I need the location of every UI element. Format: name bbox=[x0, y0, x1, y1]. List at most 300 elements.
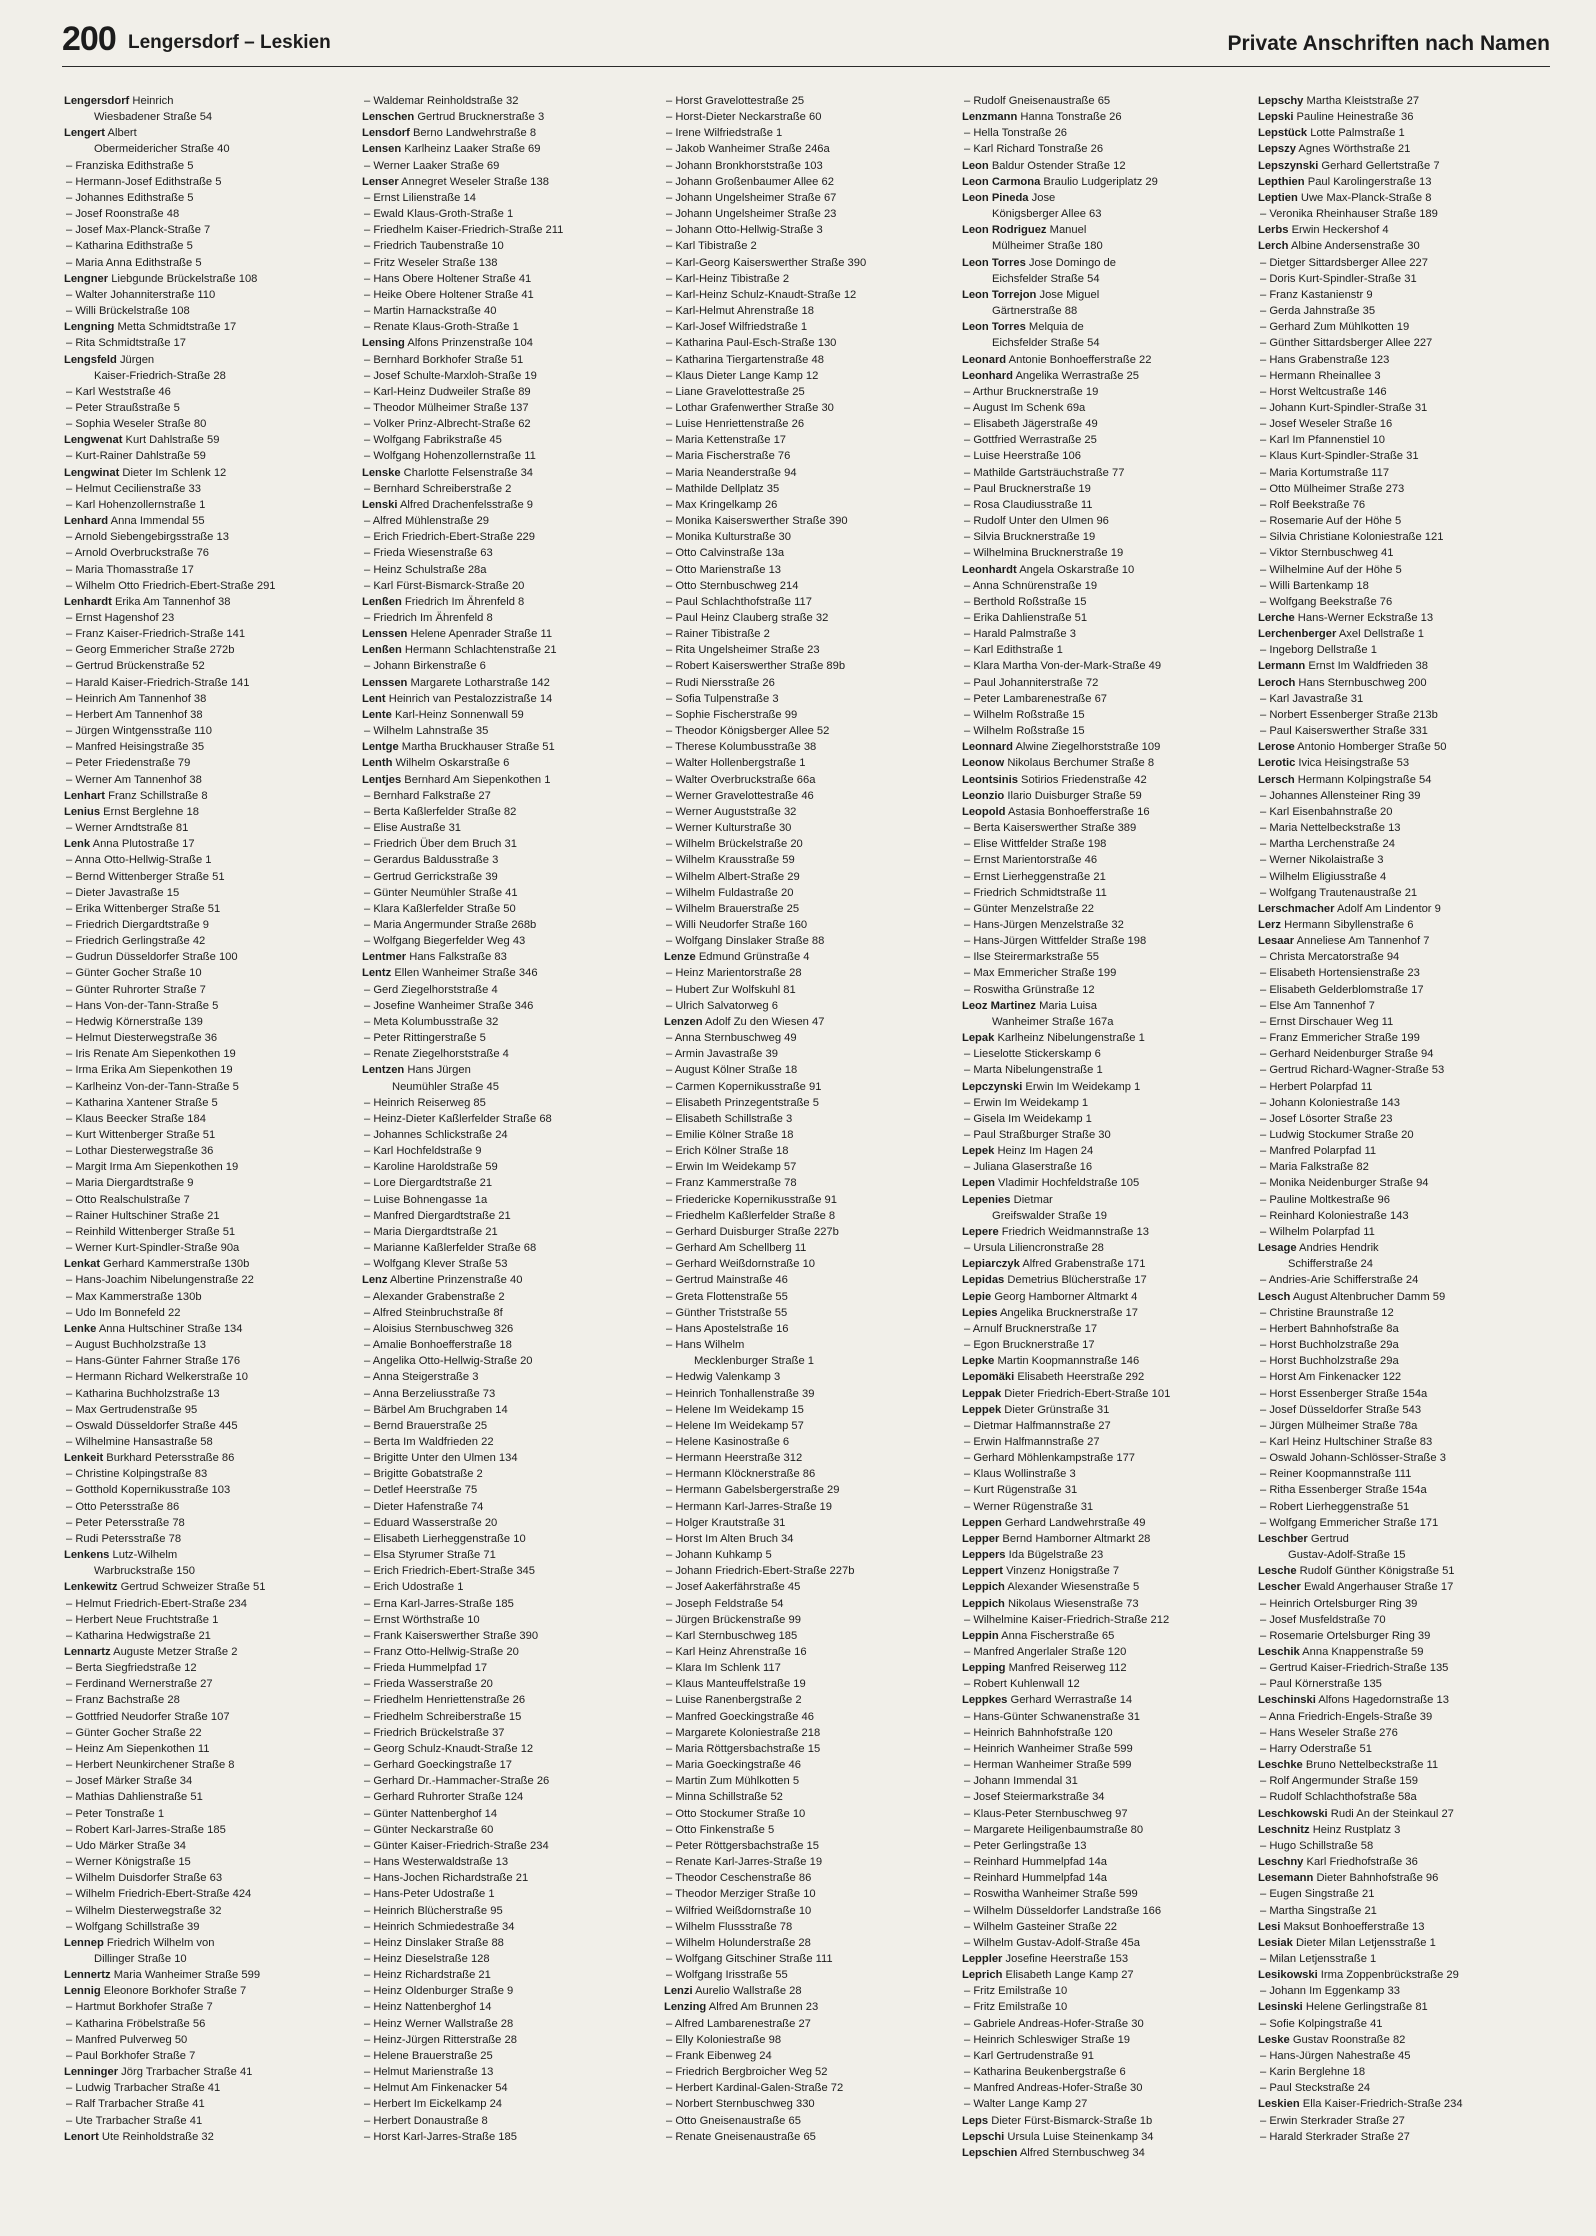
surname-entry bbox=[1258, 1563, 1548, 1579]
subentry: – Katharina Buchholzstraße 13 bbox=[66, 1387, 220, 1400]
subentry: – Werner Rügenstraße 31 bbox=[964, 1500, 1094, 1513]
subentry: – Marta Nibelungenstraße 1 bbox=[964, 1064, 1103, 1077]
subentry: – Karl-Heinz Tibistraße 2 bbox=[666, 272, 790, 285]
subentry: – Jürgen Mülheimer Straße 78a bbox=[1260, 1419, 1418, 1432]
surname-entry bbox=[362, 594, 652, 610]
subentry: – Wolfgang Biegerfelder Weg 43 bbox=[364, 935, 526, 948]
subentry: – Oswald Düsseldorfer Straße 445 bbox=[66, 1419, 238, 1432]
subentry: – Gottfried Neudorfer Straße 107 bbox=[66, 1710, 230, 1723]
subentry: – Hubert Zur Wolfskuhl 81 bbox=[666, 983, 796, 996]
entry-detail: Heinrich bbox=[129, 95, 174, 107]
subentry: – Günter Kaiser-Friedrich-Straße 234 bbox=[364, 1839, 549, 1852]
subentry: – Karl Fürst-Bismarck-Straße 20 bbox=[364, 579, 525, 592]
entry-detail: Dieter Fürst-Bismarck-Straße 1b bbox=[988, 2114, 1153, 2127]
subentry: – Harald Palmstraße 3 bbox=[964, 628, 1076, 641]
surname-entry bbox=[1258, 2096, 1548, 2112]
entry-detail: Ernst Berglehne 18 bbox=[100, 805, 199, 818]
entry-detail: Manfred Reiserweg 112 bbox=[1005, 1662, 1127, 1675]
surname-entry bbox=[64, 804, 354, 820]
subentry: – Friedhelm Henriettenstraße 26 bbox=[364, 1694, 526, 1707]
subentry: – Frieda Wasserstraße 20 bbox=[364, 1678, 493, 1691]
surname: Lenius bbox=[64, 805, 101, 818]
subentry: – Volker Prinz-Albrecht-Straße 62 bbox=[364, 418, 531, 431]
surname-entry bbox=[1258, 2032, 1548, 2048]
surname: Leschkowski bbox=[1258, 1807, 1328, 1820]
address-continuation: Dillinger Straße 10 bbox=[94, 1952, 187, 1965]
surname: Lerchenberger bbox=[1258, 628, 1337, 641]
subentry: – Klaus-Peter Sternbuschweg 97 bbox=[964, 1807, 1128, 1820]
subentry: – Werner Laaker Straße 69 bbox=[364, 159, 500, 172]
surname: Lengwinat bbox=[64, 466, 120, 479]
address-continuation: Obermeidericher Straße 40 bbox=[94, 143, 230, 156]
subentry: – Harald Sterkrader Straße 27 bbox=[1260, 2130, 1410, 2143]
entry-detail: Sotirios Friedenstraße 42 bbox=[1017, 773, 1147, 786]
subentry: – Johann Immendal 31 bbox=[964, 1775, 1078, 1788]
subentry: – Josef Aakerfährstraße 45 bbox=[666, 1581, 801, 1594]
surname-entry bbox=[1258, 1999, 1548, 2015]
address-continuation: Eichsfelder Straße 54 bbox=[992, 272, 1100, 285]
subentry: – Josef Märker Straße 34 bbox=[66, 1775, 193, 1788]
subentry: – Peter Friedenstraße 79 bbox=[66, 757, 191, 770]
entry-detail: Rudolf Günther Königstraße 51 bbox=[1296, 1565, 1455, 1578]
subentry: – Gotthold Kopernikusstraße 103 bbox=[66, 1484, 231, 1497]
subentry: – Friedhelm Kaßlerfelder Straße 8 bbox=[666, 1209, 836, 1222]
subentry: – Harry Oderstraße 51 bbox=[1260, 1742, 1372, 1755]
surname: Lerz bbox=[1258, 918, 1282, 931]
subentry: – Elly Koloniestraße 98 bbox=[666, 2033, 782, 2046]
subentry: – Maria Goeckingstraße 46 bbox=[666, 1759, 801, 1772]
surname-entry bbox=[962, 1256, 1252, 1272]
surname-entry bbox=[962, 804, 1252, 820]
subentry: – Ilse Steirermarkstraße 55 bbox=[964, 951, 1099, 964]
subentry: – Sofie Kolpingstraße 41 bbox=[1260, 2017, 1383, 2030]
surname: Lenkat bbox=[64, 1258, 101, 1271]
subentry: – Marianne Kaßlerfelder Straße 68 bbox=[364, 1242, 537, 1255]
surname: Lent bbox=[362, 692, 386, 705]
subentry: – Margit Irma Am Siepenkothen 19 bbox=[66, 1161, 239, 1174]
subentry: – Sophie Fischerstraße 99 bbox=[666, 708, 798, 721]
subentry: – Doris Kurt-Spindler-Straße 31 bbox=[1260, 272, 1417, 285]
surname-entry bbox=[64, 1256, 354, 1272]
surname-entry bbox=[64, 271, 354, 287]
subentry: – Max Emmericher Straße 199 bbox=[964, 967, 1117, 980]
surname: Lenschen bbox=[362, 111, 415, 124]
subentry: – Fritz Emilstraße 10 bbox=[964, 2001, 1068, 2014]
surname-entry bbox=[1258, 1579, 1548, 1595]
subentry: – Friedericke Kopernikusstraße 91 bbox=[666, 1193, 837, 1206]
surname: Leptien bbox=[1258, 191, 1298, 204]
subentry: – Maria Diergardtstraße 21 bbox=[364, 1225, 498, 1238]
surname: Lepski bbox=[1258, 111, 1294, 124]
surname-entry bbox=[64, 1935, 354, 1951]
subentry: – Arnold Siebengebirgsstraße 13 bbox=[66, 531, 229, 544]
surname-entry bbox=[962, 287, 1252, 303]
subentry: – Friedrich Im Ährenfeld 8 bbox=[364, 612, 493, 624]
surname-entry bbox=[962, 1563, 1252, 1579]
subentry: – Anna Berzeliusstraße 73 bbox=[364, 1387, 496, 1400]
surname: Lenkewitz bbox=[64, 1581, 118, 1594]
subentry: – Alexander Grabenstraße 2 bbox=[364, 1290, 505, 1303]
section-title: Private Anschriften nach Namen bbox=[1227, 32, 1550, 55]
entry-detail: Auguste Metzer Straße 2 bbox=[110, 1646, 238, 1658]
subentry: – Ritha Essenberger Straße 154a bbox=[1260, 1484, 1427, 1497]
subentry: – Manfred Heisingstraße 35 bbox=[66, 741, 205, 754]
subentry: – Renate Klaus-Groth-Straße 1 bbox=[364, 321, 519, 334]
surname: Leonnard bbox=[962, 741, 1013, 754]
surname-entry bbox=[664, 1014, 954, 1030]
subentry: – Wilhelm Flussstraße 78 bbox=[666, 1920, 793, 1933]
subentry: – Norbert Essenberger Straße 213b bbox=[1260, 708, 1438, 721]
subentry: – Angelika Otto-Hellwig-Straße 20 bbox=[364, 1355, 533, 1368]
subentry: – Karin Berglehne 18 bbox=[1260, 2066, 1366, 2079]
entry-detail: Helene Gerlingstraße 81 bbox=[1302, 2001, 1428, 2014]
surname-entry bbox=[664, 1999, 954, 2015]
subentry: – Josef Schulte-Marxloh-Straße 19 bbox=[364, 369, 537, 382]
subentry: – Heinrich Tonhallenstraße 39 bbox=[666, 1387, 815, 1400]
entry-detail: Karl-Heinz Sonnenwall 59 bbox=[391, 708, 524, 721]
surname-entry bbox=[1258, 917, 1548, 933]
subentry: – Pauline Moltkestraße 96 bbox=[1260, 1193, 1390, 1206]
entry-detail: Albine Andersenstraße 30 bbox=[1288, 240, 1420, 253]
subentry: – Brigitte Gobatstraße 2 bbox=[364, 1468, 483, 1481]
subentry: – Reinhild Wittenberger Straße 51 bbox=[66, 1225, 236, 1238]
subentry: – Heinrich Wanheimer Straße 599 bbox=[964, 1742, 1133, 1755]
subentry: – Gerhard Neidenburger Straße 94 bbox=[1260, 1048, 1434, 1061]
subentry: – Robert Karl-Jarres-Straße 185 bbox=[66, 1823, 226, 1836]
subentry: – Karl Javastraße 31 bbox=[1260, 692, 1364, 705]
subentry: – Friedrich Taubenstraße 10 bbox=[364, 240, 504, 253]
entry-detail: Braulio Ludgeriplatz 29 bbox=[1040, 175, 1158, 188]
address-continuation: Königsberger Allee 63 bbox=[992, 208, 1102, 221]
subentry: – Wolfgang Beekstraße 76 bbox=[1260, 595, 1393, 608]
subentry: – Fritz Emilstraße 10 bbox=[964, 1985, 1068, 1998]
address-continuation: Gärtnerstraße 88 bbox=[992, 305, 1078, 318]
subentry: – Gertrud Richard-Wagner-Straße 53 bbox=[1260, 1064, 1445, 1077]
subentry: – Johann Koloniestraße 143 bbox=[1260, 1096, 1400, 1109]
subentry: – Silvia Brucknerstraße 19 bbox=[964, 531, 1096, 544]
subentry: – Minna Schillstraße 52 bbox=[666, 1791, 783, 1804]
surname-entry bbox=[64, 836, 354, 852]
subentry: – Wilhelm Lahnstraße 35 bbox=[364, 725, 489, 738]
entry-detail: Ursula Luise Steinenkamp 34 bbox=[1004, 2130, 1154, 2143]
subentry: – Paul Heinz Clauberg straße 32 bbox=[666, 612, 829, 624]
subentry: – Heinz Am Siepenkothen 11 bbox=[66, 1742, 210, 1755]
surname-entry bbox=[362, 1272, 652, 1288]
subentry: – Friedrich Bergbroicher Weg 52 bbox=[666, 2066, 828, 2079]
subentry: – Luise Bohnengasse 1a bbox=[364, 1193, 488, 1206]
entry-detail: Eleonore Borkhofer Straße 7 bbox=[100, 1985, 247, 1998]
subentry: – Liane Gravelottestraße 25 bbox=[666, 385, 805, 398]
entry-detail: Rudi An der Steinkaul 27 bbox=[1327, 1807, 1454, 1820]
subentry: – Anna Sternbuschweg 49 bbox=[666, 1032, 797, 1045]
surname-entry bbox=[962, 1224, 1252, 1240]
subentry: – Wolfgang Emmericher Straße 171 bbox=[1260, 1516, 1439, 1529]
entry-detail: Elisabeth Lange Kamp 27 bbox=[1002, 1969, 1134, 1982]
subentry: – Werner Königstraße 15 bbox=[66, 1856, 191, 1869]
subentry: – Heinrich Ortelsburger Ring 39 bbox=[1260, 1597, 1418, 1610]
subentry: – Wolfgang Schillstraße 39 bbox=[66, 1920, 200, 1933]
entry-detail: Vinzenz Honigstraße 7 bbox=[1003, 1565, 1120, 1578]
subentry: – Karl Sternbuschweg 185 bbox=[666, 1629, 798, 1642]
subentry: – Heinrich Am Tannenhof 38 bbox=[66, 692, 207, 705]
surname-entry bbox=[362, 174, 652, 190]
subentry: – Harald Kaiser-Friedrich-Straße 141 bbox=[66, 676, 250, 689]
subentry: – Paul Körnerstraße 135 bbox=[1260, 1678, 1382, 1691]
subentry: – Johann Ungelsheimer Straße 23 bbox=[666, 208, 837, 221]
surname-entry bbox=[1258, 238, 1548, 254]
subentry: – Friedhelm Schreiberstraße 15 bbox=[364, 1710, 522, 1723]
subentry: – Robert Kuhlenwall 12 bbox=[964, 1678, 1080, 1691]
surname: Lensing bbox=[362, 337, 405, 350]
subentry: – Günter Menzelstraße 22 bbox=[964, 902, 1094, 915]
subentry: – Elisabeth Jägerstraße 49 bbox=[964, 418, 1098, 431]
subentry: – Dieter Javastraße 15 bbox=[66, 886, 180, 899]
subentry: – Maria Anna Edithstraße 5 bbox=[66, 256, 202, 269]
column-3 bbox=[664, 93, 954, 2213]
subentry: – Elsa Styrumer Straße 71 bbox=[364, 1549, 496, 1562]
surname: Lescher bbox=[1258, 1581, 1301, 1594]
page-number: 200 bbox=[62, 20, 116, 58]
surname: Lenhart bbox=[64, 789, 106, 802]
subentry: – Hans-Günter Schwanenstraße 31 bbox=[964, 1710, 1140, 1723]
surname: Leroch bbox=[1258, 676, 1296, 689]
subentry: – Max Kringelkamp 26 bbox=[666, 498, 778, 511]
subentry: – Wilhelmine Auf der Höhe 5 bbox=[1260, 563, 1402, 576]
subentry: – Heike Obere Holtener Straße 41 bbox=[364, 288, 534, 301]
surname: Lepidas bbox=[962, 1274, 1005, 1287]
subentry: – Wilhelmina Brucknerstraße 19 bbox=[964, 547, 1124, 560]
subentry: – Frank Kaiserswerther Straße 390 bbox=[364, 1629, 539, 1642]
surname-entry bbox=[962, 1175, 1252, 1191]
entry-detail: Jose Domingo de bbox=[1025, 256, 1117, 269]
subentry: – Ralf Trarbacher Straße 41 bbox=[66, 2098, 205, 2111]
surname-entry bbox=[1258, 1240, 1548, 1256]
subentry: – Wilfried Weißdornstraße 10 bbox=[666, 1904, 812, 1917]
subentry: – Gerhard Weißdornstraße 10 bbox=[666, 1258, 816, 1271]
subentry: – Therese Kolumbusstraße 38 bbox=[666, 741, 817, 754]
surname: Lente bbox=[362, 708, 392, 721]
subentry: – Herbert Neunkirchener Straße 8 bbox=[66, 1759, 235, 1772]
subentry: – Karl Heinz Ahrenstraße 16 bbox=[666, 1646, 807, 1658]
entry-detail: Baldur Ostender Straße 12 bbox=[988, 159, 1126, 172]
entry-detail: Georg Hamborner Altmarkt 4 bbox=[991, 1290, 1138, 1303]
subentry: – Ernst Wörthstraße 10 bbox=[364, 1613, 480, 1626]
entry-detail: Erwin Im Weidekamp 1 bbox=[1022, 1080, 1141, 1093]
subentry: – Else Am Tannenhof 7 bbox=[1260, 999, 1375, 1012]
surname: Leon bbox=[962, 159, 989, 172]
subentry: – Franziska Edithstraße 5 bbox=[66, 159, 194, 172]
subentry: – Alfred Mühlenstraße 29 bbox=[364, 515, 489, 528]
surname-entry bbox=[962, 998, 1252, 1014]
surname: Lepen bbox=[962, 1177, 995, 1190]
subentry: – Hans-Joachim Nibelungenstraße 22 bbox=[66, 1274, 254, 1287]
surname: Lerch bbox=[1258, 240, 1289, 253]
subentry: – Karl-Helmut Ahrenstraße 18 bbox=[666, 305, 814, 318]
subentry: – Wilhelm Polarpfad 11 bbox=[1260, 1225, 1375, 1238]
subentry: – Karl-Georg Kaiserswerther Straße 390 bbox=[666, 256, 867, 269]
subentry: – Ernst Lierheggenstraße 21 bbox=[964, 870, 1106, 883]
surname-entry bbox=[64, 125, 354, 141]
surname: Leppkes bbox=[962, 1694, 1008, 1707]
subentry: – Wilhelm Roßstraße 15 bbox=[964, 725, 1085, 738]
subentry: – Gerhard Duisburger Straße 227b bbox=[666, 1225, 839, 1238]
subentry: – Gottfried Werrastraße 25 bbox=[964, 434, 1097, 447]
entry-detail: Jose bbox=[1028, 191, 1056, 204]
surname-entry bbox=[962, 1272, 1252, 1288]
surname-entry bbox=[1258, 1531, 1548, 1547]
subentry: – Josef Weseler Straße 16 bbox=[1260, 418, 1393, 431]
subentry: – Gertrud Kaiser-Friedrich-Straße 135 bbox=[1260, 1662, 1449, 1675]
subentry: – Peter Straußstraße 5 bbox=[66, 401, 180, 414]
surname-entry bbox=[1258, 772, 1548, 788]
surname-entry bbox=[962, 2129, 1252, 2145]
subentry: – Gerhard Zum Mühlkotten 19 bbox=[1260, 321, 1410, 334]
subentry: – Katharina Edithstraße 5 bbox=[66, 240, 193, 253]
surname-entry bbox=[1258, 1757, 1548, 1773]
subentry: – Iris Renate Am Siepenkothen 19 bbox=[66, 1048, 236, 1061]
address-continuation: Wiesbadener Straße 54 bbox=[94, 111, 213, 124]
subentry: – Manfred Polarpfad 11 bbox=[1260, 1145, 1377, 1158]
surname: Lerbs bbox=[1258, 224, 1289, 237]
subentry: – Monika Neidenburger Straße 94 bbox=[1260, 1177, 1429, 1190]
subentry: – Hermann Heerstraße 312 bbox=[666, 1452, 803, 1465]
subentry: – Bernd Brauerstraße 25 bbox=[364, 1419, 488, 1432]
surname: Lepies bbox=[962, 1306, 998, 1319]
entry-detail: Melquia de bbox=[1025, 321, 1084, 334]
surname-entry bbox=[1258, 1935, 1548, 1951]
entry-detail: Uwe Max-Planck-Straße 8 bbox=[1297, 191, 1432, 204]
subentry: – Heinrich Schmiedestraße 34 bbox=[364, 1920, 515, 1933]
subentry: – Gertrud Gerrickstraße 39 bbox=[364, 870, 498, 883]
entry-detail: Angelika Werrastraße 25 bbox=[1012, 369, 1139, 382]
subentry: – Ingeborg Dellstraße 1 bbox=[1260, 644, 1377, 657]
subentry: – Klaus Dieter Lange Kamp 12 bbox=[666, 369, 819, 382]
surname: Lenke bbox=[64, 1322, 97, 1335]
subentry: – Jürgen Wintgensstraße 110 bbox=[66, 725, 212, 738]
subentry: – Arnulf Brucknerstraße 17 bbox=[964, 1322, 1098, 1335]
entry-detail: Antonie Bonhoefferstraße 22 bbox=[1006, 353, 1152, 366]
subentry: – Jürgen Brückenstraße 99 bbox=[666, 1613, 801, 1626]
entry-detail: Albert bbox=[105, 127, 137, 140]
subentry: – Wolfgang Dinslaker Straße 88 bbox=[666, 935, 825, 948]
entry-detail: Jürgen bbox=[116, 353, 155, 366]
entry-detail: Maria Luisa bbox=[1035, 999, 1097, 1012]
subentry: – Werner Auguststraße 32 bbox=[666, 805, 797, 818]
surname-entry bbox=[1258, 1870, 1548, 1886]
subentry: – Ursula Liliencronstraße 28 bbox=[964, 1242, 1104, 1255]
subentry: – Günter Neckarstraße 60 bbox=[364, 1823, 494, 1836]
surname-entry bbox=[1258, 141, 1548, 157]
subentry: – Robert Kaiserswerther Straße 89b bbox=[666, 660, 846, 673]
surname: Lentmer bbox=[362, 951, 407, 964]
subentry: – Hartmut Borkhofer Straße 7 bbox=[66, 2001, 213, 2014]
entry-detail: Alfred Grabenstraße 171 bbox=[1019, 1258, 1146, 1271]
subentry: – Karoline Haroldstraße 59 bbox=[364, 1161, 498, 1174]
subentry: – Herbert Polarpfad 11 bbox=[1260, 1080, 1373, 1093]
subentry: – Günter Neumühler Straße 41 bbox=[364, 886, 518, 899]
surname-entry bbox=[1258, 1967, 1548, 1983]
entry-detail: Karl Friedhofstraße 36 bbox=[1303, 1856, 1418, 1869]
surname-entry bbox=[1258, 626, 1548, 642]
subentry: – Gerhard Dr.-Hammacher-Straße 26 bbox=[364, 1775, 550, 1788]
subentry: – Friedrich Diergardtstraße 9 bbox=[66, 918, 210, 931]
subentry: – Katharina Tiergartenstraße 48 bbox=[666, 353, 824, 366]
surname: Lennartz bbox=[64, 1646, 111, 1658]
surname-entry bbox=[362, 707, 652, 723]
surname-entry bbox=[1258, 1822, 1548, 1838]
surname-entry bbox=[362, 949, 652, 965]
surname-entry bbox=[1258, 93, 1548, 109]
subentry: – Udo Im Bonnefeld 22 bbox=[66, 1306, 181, 1319]
subentry: – Werner Gravelottestraße 46 bbox=[666, 789, 814, 802]
subentry: – Anna Friedrich-Engels-Straße 39 bbox=[1260, 1710, 1433, 1723]
surname: Leon Torres bbox=[962, 256, 1026, 269]
surname: Lengning bbox=[64, 321, 115, 334]
surname: Lepthien bbox=[1258, 175, 1305, 188]
subentry: – Ludwig Stockumer Straße 20 bbox=[1260, 1129, 1414, 1141]
surname: Lengner bbox=[64, 272, 109, 285]
surname: Lenßen bbox=[362, 644, 402, 657]
subentry: – Elisabeth Hortensienstraße 23 bbox=[1260, 967, 1420, 980]
surname-entry bbox=[1258, 125, 1548, 141]
subentry: – Günter Gocher Straße 10 bbox=[66, 967, 202, 980]
subentry: – Theodor Merziger Straße 10 bbox=[666, 1888, 816, 1901]
surname-entry bbox=[962, 158, 1252, 174]
subentry: – Herbert Am Tannenhof 38 bbox=[66, 708, 203, 721]
subentry: – Heinrich Schleswiger Straße 19 bbox=[964, 2033, 1131, 2046]
entry-detail: Liebgunde Brückelstraße 108 bbox=[108, 272, 258, 285]
surname: Leschke bbox=[1258, 1759, 1303, 1772]
surname-entry bbox=[664, 949, 954, 965]
subentry: – Hans Obere Holtener Straße 41 bbox=[364, 272, 532, 285]
entry-detail: Hermann Kolpingstraße 54 bbox=[1294, 773, 1432, 786]
surname: Leonow bbox=[962, 757, 1005, 770]
surname: Lepek bbox=[962, 1145, 995, 1158]
surname: Lenort bbox=[64, 2130, 99, 2143]
surname-entry bbox=[962, 174, 1252, 190]
subentry: – Rainer Tibistraße 2 bbox=[666, 628, 770, 641]
entry-detail: Bernhard Am Siepenkothen 1 bbox=[401, 773, 551, 786]
subentry: – Josef Musfeldstraße 70 bbox=[1260, 1613, 1386, 1626]
subentry: – Hugo Schillstraße 58 bbox=[1260, 1839, 1374, 1852]
entry-detail: Andries Hendrik bbox=[1296, 1242, 1379, 1255]
surname-entry bbox=[962, 190, 1252, 206]
subentry: – Lothar Grafenwerther Straße 30 bbox=[666, 401, 834, 414]
subentry: – Theodor Ceschenstraße 86 bbox=[666, 1872, 812, 1885]
entry-detail: Lutz-Wilhelm bbox=[109, 1549, 178, 1562]
subentry: – Helene Im Weidekamp 57 bbox=[666, 1419, 804, 1432]
entry-detail: Ute Reinholdstraße 32 bbox=[98, 2130, 214, 2143]
subentry: – Elisabeth Schillstraße 3 bbox=[666, 1112, 793, 1125]
subentry: – Werner Nikolaistraße 3 bbox=[1260, 854, 1384, 867]
entry-detail: Franz Schillstraße 8 bbox=[105, 789, 208, 802]
subentry: – Wilhelm Gustav-Adolf-Straße 45a bbox=[964, 1936, 1140, 1949]
subentry: – Horst-Dieter Neckarstraße 60 bbox=[666, 111, 822, 124]
subentry: – Sofia Tulpenstraße 3 bbox=[666, 692, 779, 705]
surname: Lepczynski bbox=[962, 1080, 1023, 1093]
entry-detail: Alfred Sternbuschweg 34 bbox=[1017, 2146, 1145, 2159]
subentry: – Mathilde Gartsträuchstraße 77 bbox=[964, 466, 1125, 479]
surname: Lennertz bbox=[64, 1969, 111, 1982]
column-4 bbox=[962, 93, 1252, 2213]
subentry: – Rosemarie Auf der Höhe 5 bbox=[1260, 515, 1402, 528]
subentry: – Christine Kolpingstraße 83 bbox=[66, 1468, 208, 1481]
subentry: – Bernhard Schreiberstraße 2 bbox=[364, 482, 512, 495]
surname: Lenk bbox=[64, 838, 91, 851]
subentry: – Berthold Roßstraße 15 bbox=[964, 595, 1087, 608]
entry-detail: Hermann Schlachtenstraße 21 bbox=[401, 644, 557, 657]
entry-detail: Aurelio Wallstraße 28 bbox=[692, 1985, 802, 1998]
